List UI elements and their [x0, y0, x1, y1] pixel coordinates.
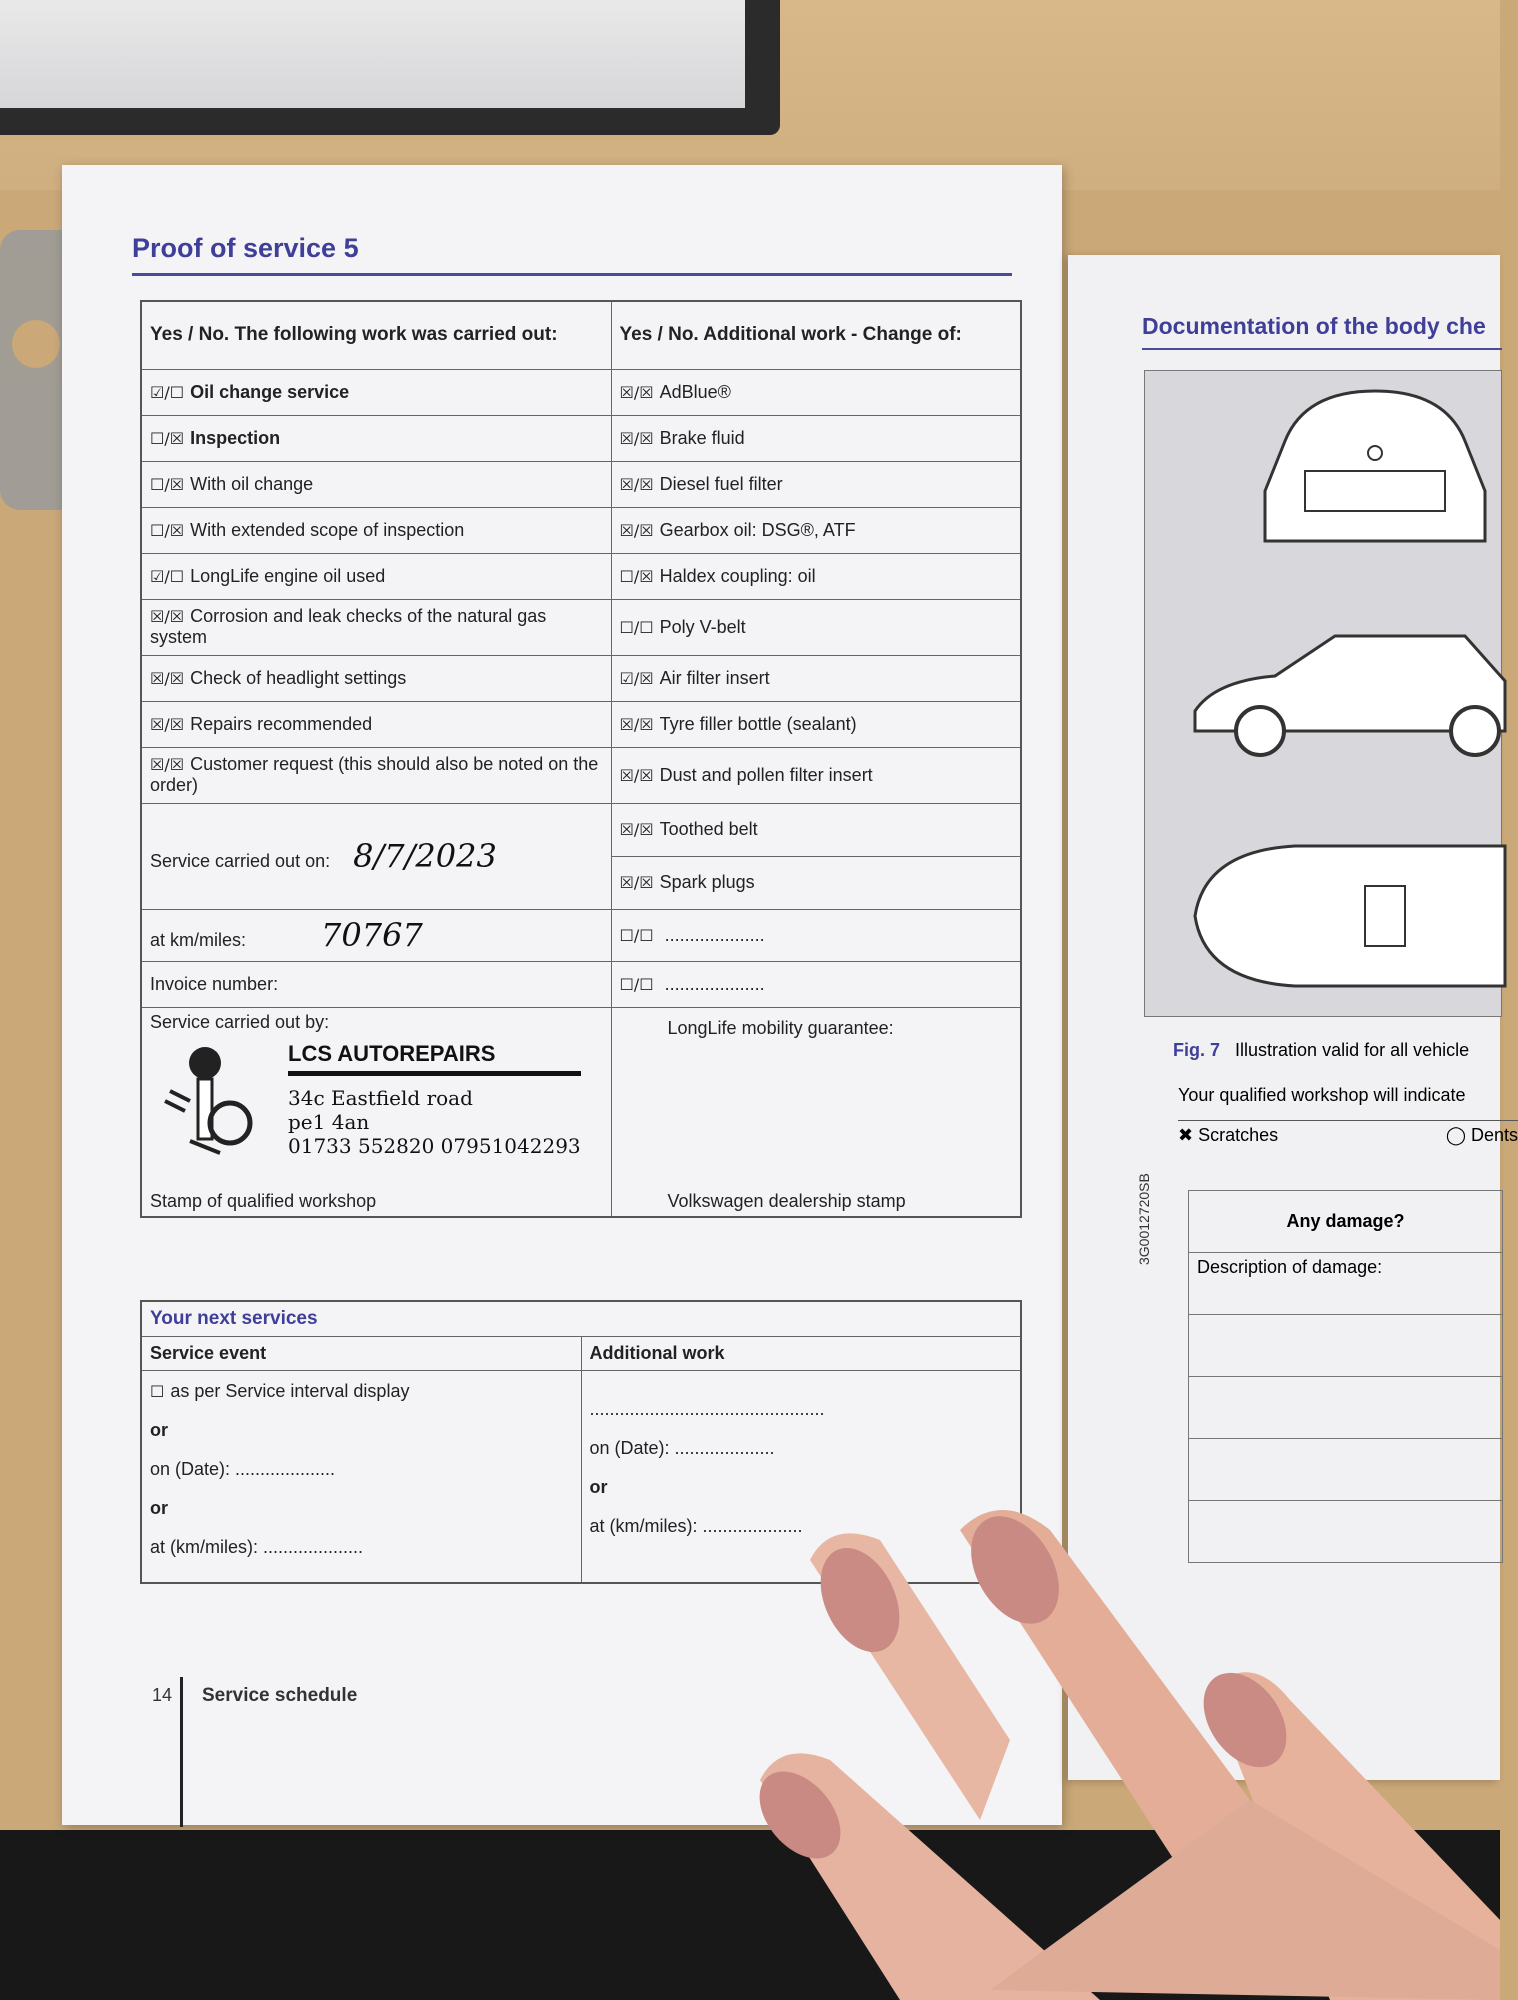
work-item-right[interactable]	[611, 701, 1021, 747]
damage-line[interactable]	[1189, 1501, 1503, 1563]
work-item-label: With oil change	[190, 473, 314, 494]
damage-line[interactable]	[1189, 1315, 1503, 1377]
km-row	[141, 909, 1021, 961]
additional-work-field[interactable]: ...............................................	[589, 1399, 825, 1419]
checkbox-icon: ☒/☒	[619, 382, 654, 402]
extra-label: Toothed belt	[659, 819, 758, 839]
extra-label: ....................	[664, 924, 765, 945]
damage-legend	[1178, 1120, 1518, 1146]
additional-work-header: Additional work	[581, 1337, 1021, 1371]
page-number: 14	[152, 1685, 173, 1705]
work-item-right[interactable]	[611, 747, 1021, 803]
checkbox-icon: ☒/☒	[150, 714, 185, 734]
or-label: or	[150, 1498, 168, 1518]
work-item-label: Brake fluid	[659, 427, 745, 448]
work-item-label: Diesel fuel filter	[659, 473, 783, 494]
mobility-label: LongLife mobility guarantee:	[667, 1017, 894, 1038]
service-table	[140, 300, 1022, 1218]
checkbox-icon: ☐/☐	[619, 974, 654, 994]
invoice-label[interactable]: Invoice number:	[141, 961, 611, 1007]
next-km-field[interactable]: at (km/miles): ....................	[150, 1537, 364, 1557]
work-item-label: Oil change service	[190, 381, 350, 402]
or-label: or	[589, 1477, 608, 1497]
service-date-label: Service carried out on:	[150, 851, 331, 871]
table-row	[141, 553, 1021, 599]
checkbox-icon: ☒/☒	[150, 668, 185, 688]
service-date-value[interactable]: 8/7/2023	[353, 837, 497, 875]
checkbox-icon: ☒/☒	[619, 474, 654, 494]
checkbox-icon: ☐/☒	[150, 520, 185, 540]
stamp-row	[141, 1007, 1021, 1217]
footer-label: Service schedule	[202, 1685, 358, 1706]
table-row	[141, 701, 1021, 747]
work-item-left[interactable]	[141, 655, 611, 701]
workshop-stamp	[150, 1041, 603, 1161]
table-row	[141, 599, 1021, 655]
next-services-title: Your next services	[141, 1301, 1021, 1337]
additional-work-cell	[581, 1371, 1021, 1584]
any-damage-header: Any damage?	[1189, 1191, 1503, 1253]
stamp-name: LCS AUTOREPAIRS	[288, 1041, 581, 1076]
scratches-legend: ✖ Scratches	[1178, 1125, 1279, 1145]
figure-label: Fig. 7	[1173, 1040, 1221, 1060]
right-page	[1068, 255, 1518, 1780]
work-item-label: AdBlue®	[659, 381, 731, 402]
stamp-address: 34c Eastfield road	[288, 1085, 473, 1110]
work-item-label: Check of headlight settings	[190, 667, 407, 688]
service-date-cell	[141, 803, 611, 909]
work-item-right[interactable]	[611, 369, 1021, 415]
invoice-row	[141, 961, 1021, 1007]
work-item-label: Dust and pollen filter insert	[659, 764, 873, 785]
mechanic-logo-icon	[150, 1041, 260, 1161]
or-label: or	[150, 1420, 168, 1440]
stamp-details	[288, 1041, 581, 1161]
footer-divider	[180, 1677, 183, 1827]
work-item-left[interactable]	[141, 599, 611, 655]
work-item-label: Inspection	[190, 427, 281, 448]
work-item-label: Poly V-belt	[659, 616, 746, 637]
title-rule	[132, 273, 1012, 276]
document-code: 3G0012720SB	[1136, 1173, 1152, 1265]
checkbox-icon: ☒/☒	[150, 755, 185, 774]
checkbox-icon: ☒/☒	[619, 765, 654, 785]
page-title: Proof of service 5	[132, 233, 359, 263]
figure-caption	[1173, 1040, 1469, 1061]
damage-table	[1188, 1190, 1503, 1563]
table-row	[141, 747, 1021, 803]
car-illustration	[1144, 370, 1502, 1017]
interval-label: as per Service interval display	[170, 1381, 410, 1401]
checkbox-icon: ☒/☒	[150, 607, 185, 626]
service-event-cell	[141, 1371, 581, 1584]
car-rear-icon	[1245, 381, 1505, 571]
car-side-icon	[1185, 621, 1505, 771]
extra-row[interactable]	[612, 857, 1021, 909]
workshop-stamp-cell	[141, 1007, 611, 1217]
checkbox-icon: ☒/☒	[619, 520, 654, 540]
header-right: Yes / No. Additional work - Change of:	[611, 301, 1021, 369]
work-item-label: Tyre filler bottle (sealant)	[659, 713, 857, 734]
additional-km-field[interactable]: at (km/miles): ....................	[589, 1516, 803, 1536]
checkbox-icon: ☐/☒	[150, 474, 185, 494]
work-item-right[interactable]	[611, 655, 1021, 701]
binder-book	[0, 0, 780, 135]
work-item-label: Air filter insert	[659, 667, 770, 688]
work-item-left[interactable]	[141, 461, 611, 507]
work-item-label: Repairs recommended	[190, 713, 373, 734]
checkbox-icon: ☐/☒	[619, 566, 654, 586]
checkbox-icon: ☑/☐	[150, 566, 185, 586]
carried-out-by-label: Service carried out by:	[150, 1011, 330, 1032]
work-item-label: Haldex coupling: oil	[659, 565, 816, 586]
stamp-caption: Stamp of qualified workshop	[150, 1191, 377, 1211]
dark-background	[0, 1830, 1500, 2000]
checkbox-icon: ☒/☒	[619, 873, 654, 892]
service-event-header: Service event	[141, 1337, 581, 1371]
table-row	[141, 655, 1021, 701]
title-rule	[1142, 348, 1502, 350]
checkbox-icon: ☒/☒	[619, 714, 654, 734]
km-cell	[141, 909, 611, 961]
extra-row[interactable]	[612, 804, 1021, 857]
checkbox-icon: ☐	[150, 1382, 165, 1401]
work-item-label: Gearbox oil: DSG®, ATF	[659, 519, 856, 540]
stamp-postcode: pe1 4an	[288, 1109, 370, 1134]
right-page-title: Documentation of the body che	[1142, 313, 1486, 339]
extra-label: ....................	[664, 973, 765, 994]
extra-label: Spark plugs	[659, 872, 755, 892]
checkbox-icon: ☑/☒	[619, 668, 654, 688]
next-services-table	[140, 1300, 1022, 1584]
checkbox-icon: ☑/☐	[150, 382, 185, 402]
work-item-label: With extended scope of inspection	[190, 519, 465, 540]
table-header-row	[141, 301, 1021, 369]
checkbox-icon: ☐/☐	[619, 925, 654, 945]
work-item-right[interactable]	[611, 507, 1021, 553]
work-item-right[interactable]	[611, 599, 1021, 655]
damage-description-label[interactable]: Description of damage:	[1189, 1253, 1503, 1315]
work-item-label: Customer request (this should also be noted on the order)	[150, 754, 599, 795]
work-item-label: Corrosion and leak checks of the natural gas system	[150, 606, 547, 647]
checkbox-icon: ☐/☐	[619, 617, 654, 637]
next-date-field[interactable]: on (Date): ....................	[150, 1459, 336, 1479]
left-page	[62, 165, 1062, 1825]
table-row	[141, 415, 1021, 461]
extra-cell-1	[611, 803, 1021, 909]
extra-row[interactable]	[611, 909, 1021, 961]
work-item-right[interactable]	[611, 553, 1021, 599]
work-item-left[interactable]	[141, 507, 611, 553]
work-item-left[interactable]	[141, 747, 611, 803]
extra-row[interactable]	[611, 961, 1021, 1007]
dents-legend: ◯ Dents	[1445, 1125, 1518, 1145]
dealer-stamp-label: Volkswagen dealership stamp	[667, 1191, 906, 1211]
header-left: Yes / No. The following work was carried out:	[141, 301, 611, 369]
dealer-stamp-cell	[611, 1007, 1021, 1217]
work-item-right[interactable]	[611, 461, 1021, 507]
work-item-left[interactable]	[141, 701, 611, 747]
figure-text: Illustration valid for all vehicle	[1235, 1040, 1470, 1060]
work-item-left[interactable]	[141, 553, 611, 599]
additional-date-field[interactable]: on (Date): ....................	[589, 1438, 775, 1458]
car-top-icon	[1185, 831, 1505, 1001]
damage-line[interactable]	[1189, 1439, 1503, 1501]
interval-option[interactable]	[150, 1381, 573, 1402]
workshop-note: Your qualified workshop will indicate	[1178, 1085, 1466, 1105]
work-item-left[interactable]	[141, 369, 611, 415]
service-date-row	[141, 803, 1021, 909]
work-item-left[interactable]	[141, 415, 611, 461]
stamp-phone: 01733 552820 07951042293	[288, 1133, 581, 1158]
table-row	[141, 461, 1021, 507]
checkbox-icon: ☒/☒	[619, 820, 654, 839]
table-row	[141, 507, 1021, 553]
checkbox-icon: ☐/☒	[150, 428, 185, 448]
table-row	[141, 369, 1021, 415]
damage-line[interactable]	[1189, 1377, 1503, 1439]
km-value[interactable]: 70767	[321, 916, 423, 954]
km-label: at km/miles:	[150, 930, 247, 950]
work-item-label: LongLife engine oil used	[190, 565, 386, 586]
work-item-right[interactable]	[611, 415, 1021, 461]
checkbox-icon: ☒/☒	[619, 428, 654, 448]
